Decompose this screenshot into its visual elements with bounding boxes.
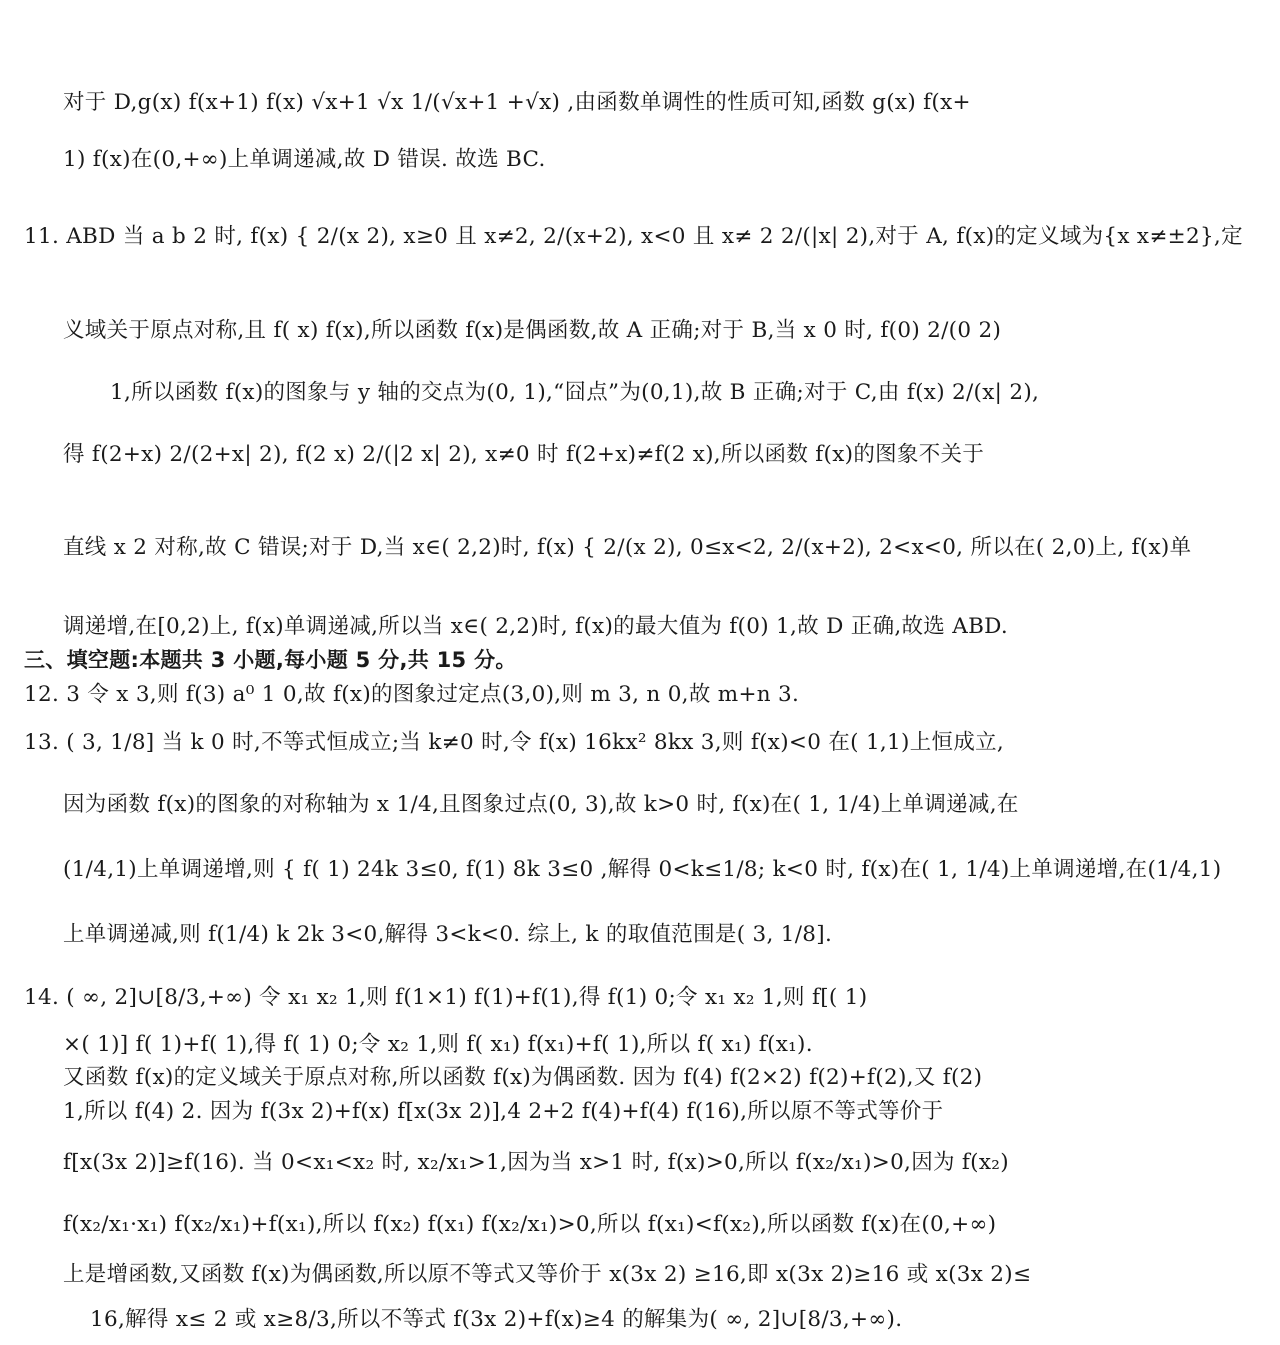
text-line: f[x(3x 2)]≥f(16). 当 0<x₁<x₂ 时, x₂/x₁>1,因为当 x>1 时, f(x)>0,所以 f(x₂/x₁)>0,因为 f(x₂) bbox=[63, 1150, 1009, 1175]
text-line: 又函数 f(x)的定义域关于原点对称,所以函数 f(x)为偶函数. 因为 f(4) f(2×2) f(2)+f(2),又 f(2) bbox=[63, 1065, 983, 1090]
text-line: 因为函数 f(x)的图象的对称轴为 x 1/4,且图象过点(0, 3),故 k>0 时, f(x)在( 1, 1/4)上单调递减,在 bbox=[63, 792, 1019, 817]
text-line: 12. 3 令 x 3,则 f(3) a⁰ 1 0,故 f(x)的图象过定点(3,0),则 m 3, n 0,故 m+n 3. bbox=[24, 682, 800, 707]
text-line: (1/4,1)上单调递增,则 { f( 1) 24k 3≤0, f(1) 8k 3≤0 ,解得 0<k≤1/8; k<0 时, f(x)在( 1, 1/4)上单调递增,在(1/4,1) bbox=[63, 857, 1222, 882]
text-line: 16,解得 x≤ 2 或 x≥8/3,所以不等式 f(3x 2)+f(x)≥4 的解集为( ∞, 2]∪[8/3,+∞). bbox=[90, 1307, 903, 1332]
text-line: 13. ( 3, 1/8] 当 k 0 时,不等式恒成立;当 k≠0 时,令 f(x) 16kx² 8kx 3,则 f(x)<0 在( 1,1)上恒成立, bbox=[24, 730, 1005, 755]
text-line: 调递增,在[0,2)上, f(x)单调递减,所以当 x∈( 2,2)时, f(x)的最大值为 f(0) 1,故 D 正确,故选 ABD. bbox=[63, 614, 1009, 639]
text-line: 上单调递减,则 f(1/4) k 2k 3<0,解得 3<k<0. 综上, k 的取值范围是( 3, 1/8]. bbox=[63, 922, 833, 947]
text-line: 1,所以函数 f(x)的图象与 y 轴的交点为(0, 1),“囧点”为(0,1),故 B 正确;对于 C,由 f(x) 2/(x| 2), bbox=[110, 380, 1040, 405]
text-line: ×( 1)] f( 1)+f( 1),得 f( 1) 0;令 x₂ 1,则 f( x₁) f(x₁)+f( 1),所以 f( x₁) f(x₁). bbox=[63, 1032, 813, 1057]
text-line: 11. ABD 当 a b 2 时, f(x) { 2/(x 2), x≥0 且 x≠2, 2/(x+2), x<0 且 x≠ 2 2/(|x| 2),对于 A, f(x)的定义域为{x x≠±2},定 bbox=[24, 224, 1243, 249]
text-line: 义域关于原点对称,且 f( x) f(x),所以函数 f(x)是偶函数,故 A 正确;对于 B,当 x 0 时, f(0) 2/(0 2) bbox=[63, 318, 1002, 343]
text-line: f(x₂/x₁·x₁) f(x₂/x₁)+f(x₁),所以 f(x₂) f(x₁) f(x₂/x₁)>0,所以 f(x₁)<f(x₂),所以函数 f(x)在(0,+∞) bbox=[63, 1212, 997, 1237]
section-heading: 三、填空题:本题共 3 小题,每小题 5 分,共 15 分。 bbox=[24, 648, 517, 672]
text-line: 得 f(2+x) 2/(2+x| 2), f(2 x) 2/(|2 x| 2), x≠0 时 f(2+x)≠f(2 x),所以函数 f(x)的图象不关于 bbox=[63, 442, 985, 467]
text-line: 上是增函数,又函数 f(x)为偶函数,所以原不等式又等价于 x(3x 2) ≥16,即 x(3x 2)≥16 或 x(3x 2)≤ bbox=[63, 1262, 1032, 1287]
text-line: 直线 x 2 对称,故 C 错误;对于 D,当 x∈( 2,2)时, f(x) { 2/(x 2), 0≤x<2, 2/(x+2), 2<x<0, 所以在( 2,0)上, f(x)单 bbox=[63, 535, 1192, 560]
text-line: 14. ( ∞, 2]∪[8/3,+∞) 令 x₁ x₂ 1,则 f(1×1) f(1)+f(1),得 f(1) 0;令 x₁ x₂ 1,则 f[( 1) bbox=[24, 985, 868, 1010]
text-line: 1) f(x)在(0,+∞)上单调递减,故 D 错误. 故选 BC. bbox=[63, 147, 546, 172]
text-line: 对于 D,g(x) f(x+1) f(x) √x+1 √x 1/(√x+1 +√x) ,由函数单调性的性质可知,函数 g(x) f(x+ bbox=[63, 90, 971, 115]
text-line: 1,所以 f(4) 2. 因为 f(3x 2)+f(x) f[x(3x 2)],4 2+2 f(4)+f(4) f(16),所以原不等式等价于 bbox=[63, 1099, 944, 1124]
